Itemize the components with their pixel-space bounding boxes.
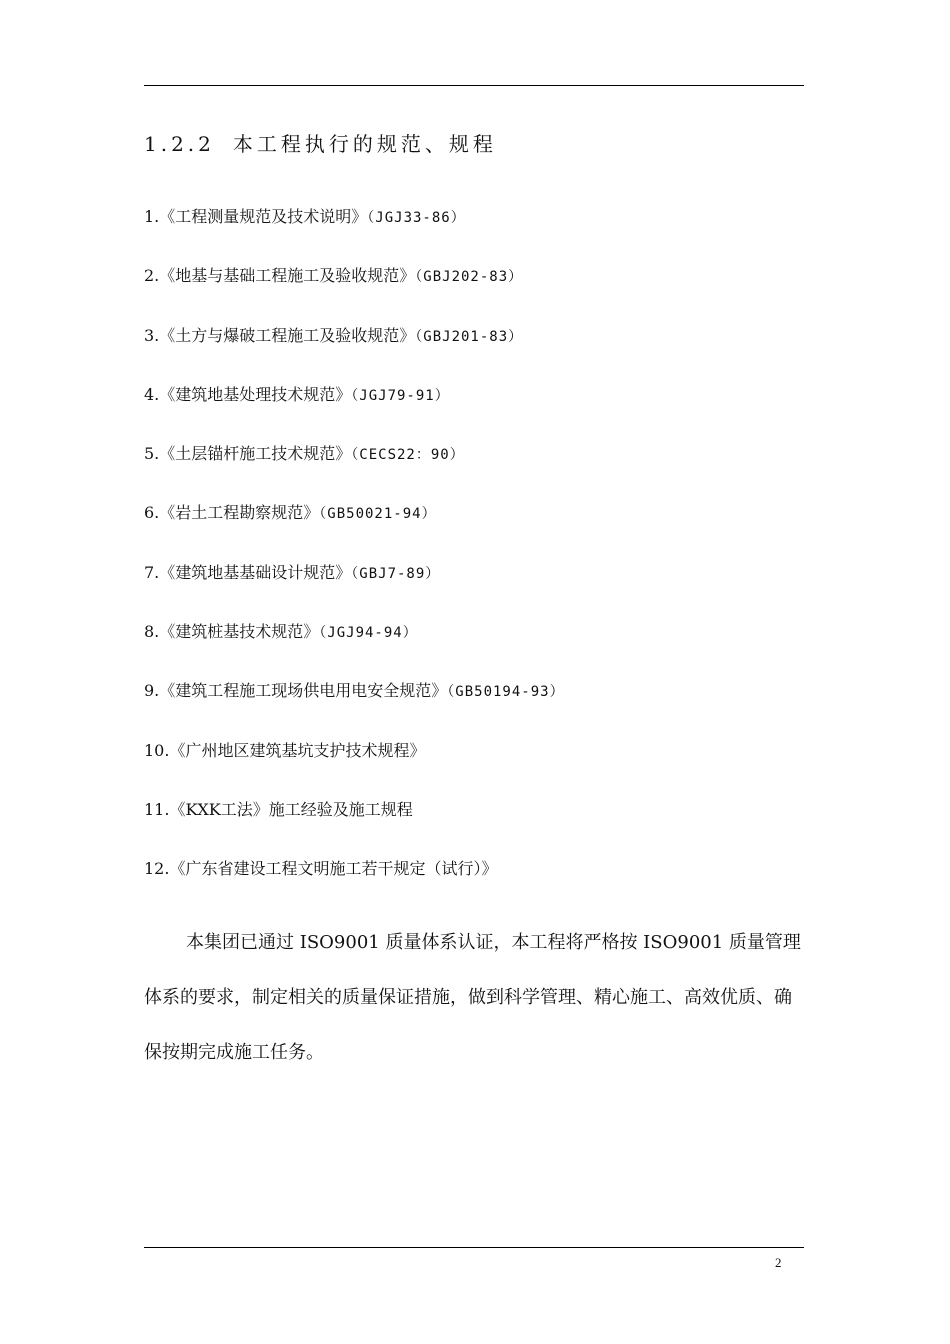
item-name: 《建筑地基基础设计规范》: [159, 562, 352, 582]
page-number: 2: [775, 1255, 782, 1270]
item-index: 7.: [144, 562, 160, 582]
item-name: 《建筑桩基技术规范》: [159, 622, 320, 642]
list-item: [144, 500, 565, 559]
item-name: 《土层锚杆施工技术规范》: [159, 444, 352, 464]
item-name: 《KXK工法》施工经验及施工规程: [169, 799, 413, 819]
item-index: 4.: [144, 384, 160, 404]
item-index: 5.: [144, 444, 160, 464]
item-index: 9.: [144, 681, 160, 701]
item-index: 3.: [144, 325, 160, 345]
list-item: [144, 382, 565, 441]
list-item: [144, 263, 565, 322]
item-name: 《广东省建设工程文明施工若干规定（试行）》: [169, 859, 498, 879]
item-name: 《建筑地基处理技术规范》: [159, 384, 352, 404]
list-item: [144, 323, 565, 382]
item-name: 《工程测量规范及技术说明》: [159, 207, 368, 226]
list-item: [144, 856, 565, 915]
item-index: 11.: [144, 799, 170, 819]
item-index: 2.: [144, 266, 160, 286]
item-name: 《岩土工程勘察规范》: [159, 503, 320, 523]
item-name: 《广州地区建筑基坑支护技术规程》: [169, 740, 426, 760]
item-index: 6.: [144, 503, 160, 523]
item-code: （JGJ79-91）: [351, 387, 450, 404]
item-code: （CECS22：90）: [351, 447, 465, 464]
item-code: （JGJ33-86）: [367, 210, 466, 226]
section-title: 本工程执行的规范、规程: [232, 132, 497, 156]
list-item: [144, 797, 565, 856]
item-name: 《地基与基础工程施工及验收规范》: [159, 266, 416, 286]
body-paragraph: 本集团已通过 ISO9001 质量体系认证，本工程将严格按 ISO9001 质量管理体系的要求，制定相关的质量保证措施，做到科学管理、精心施工、高效优质、确保按期完成施工任务。: [144, 932, 801, 1063]
list-item: [144, 619, 565, 678]
section-heading: [144, 128, 497, 157]
list-item: [144, 560, 565, 619]
footer-rule: [144, 1247, 804, 1248]
item-name: 《土方与爆破工程施工及验收规范》: [159, 325, 416, 345]
item-index: 12.: [144, 859, 170, 879]
section-number: 1.2.2: [144, 132, 215, 156]
item-code: （GBJ201-83）: [415, 328, 524, 345]
header-rule: [144, 85, 804, 86]
list-item: [144, 441, 565, 500]
item-index: 8.: [144, 622, 160, 642]
item-code: （GBJ7-89）: [351, 565, 441, 582]
list-item: [144, 738, 565, 797]
item-code: （JGJ94-94）: [319, 625, 418, 642]
item-code: （GB50194-93）: [447, 684, 565, 701]
list-item: [144, 204, 565, 263]
item-code: （GB50021-94）: [319, 506, 437, 523]
item-index: 1.: [144, 207, 160, 226]
list-item: [144, 678, 565, 737]
item-name: 《建筑工程施工现场供电用电安全规范》: [159, 681, 448, 701]
item-code: （GBJ202-83）: [415, 269, 524, 286]
item-index: 10.: [144, 740, 170, 760]
standards-list: [144, 204, 565, 916]
